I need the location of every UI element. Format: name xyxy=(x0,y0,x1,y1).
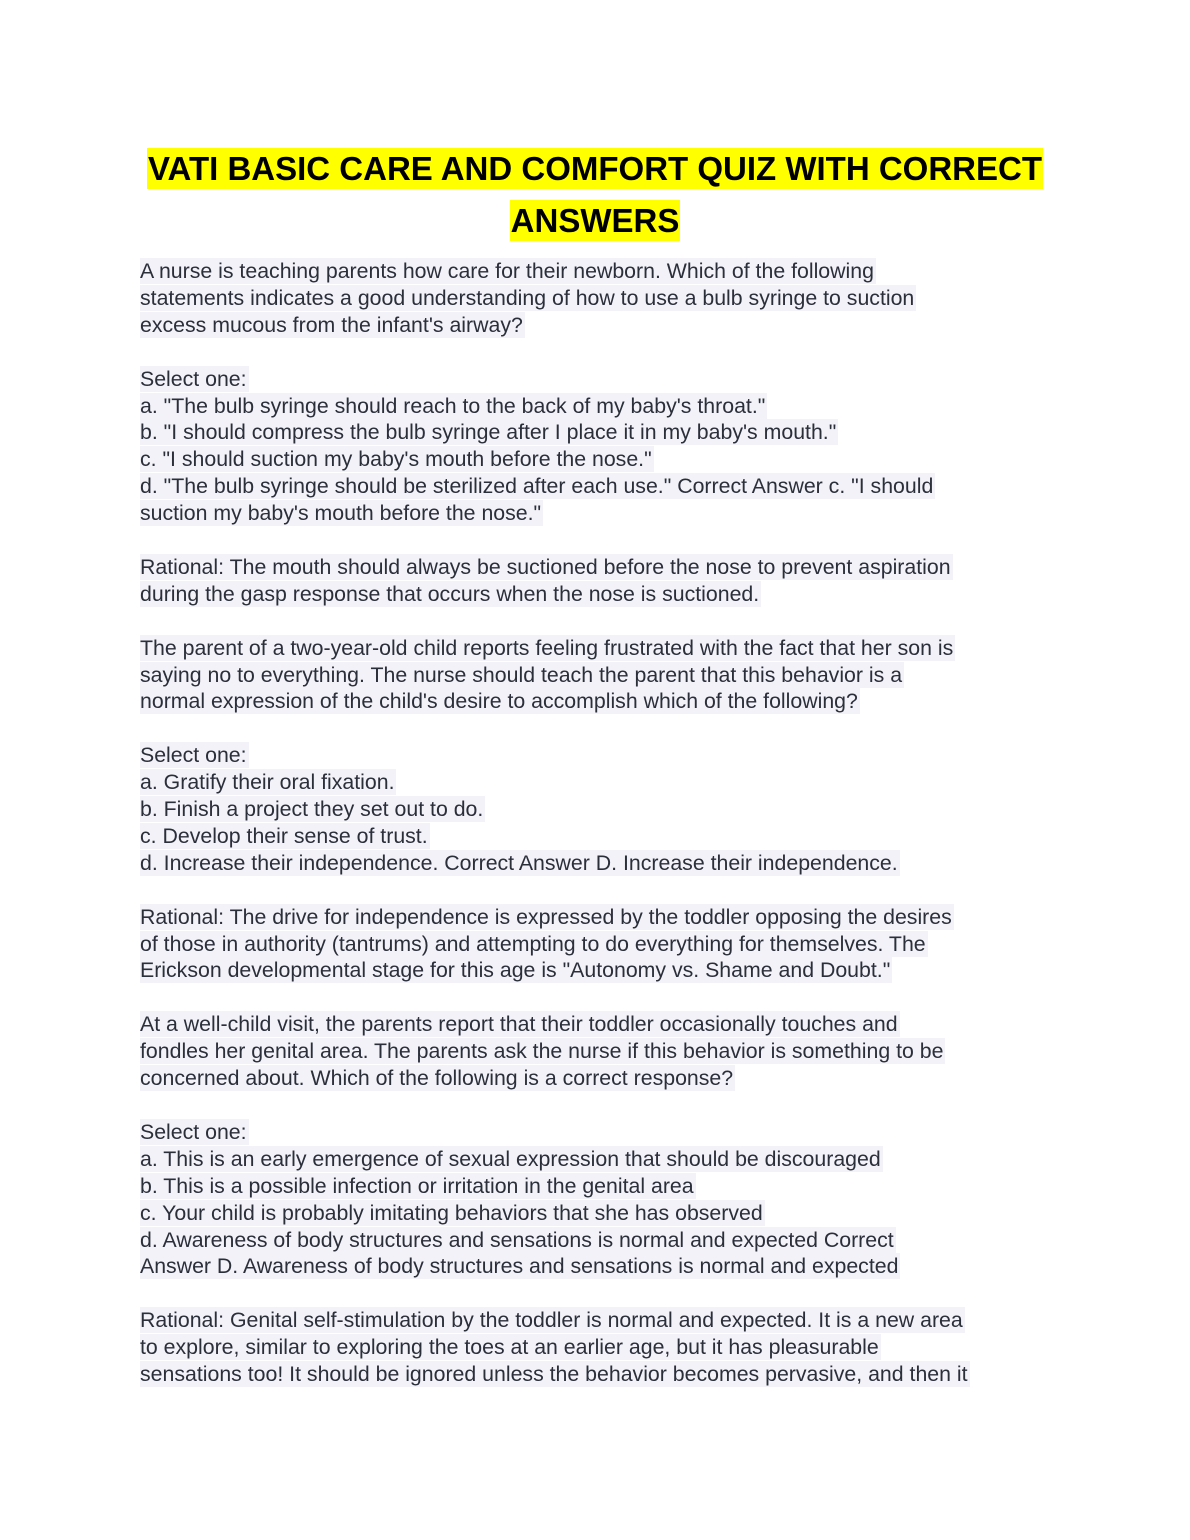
text-line-content: d. Increase their independence. Correct Answer D. Increase their independence. xyxy=(140,850,898,875)
paragraph xyxy=(140,1119,1060,1280)
text-line-content: Select one: xyxy=(140,1119,247,1144)
text-line xyxy=(140,1307,1060,1334)
paragraph xyxy=(140,366,1060,527)
paragraph xyxy=(140,904,1060,985)
text-line-content: excess mucous from the infant's airway? xyxy=(140,312,523,337)
text-line-content: a. "The bulb syringe should reach to the back of my baby's throat." xyxy=(140,393,766,418)
paragraph xyxy=(140,1307,1060,1388)
text-line-content: Rational: The mouth should always be suctioned before the nose to prevent aspiration xyxy=(140,554,951,579)
text-line xyxy=(140,957,1060,984)
text-line-content: b. Finish a project they set out to do. xyxy=(140,797,484,822)
text-line xyxy=(140,366,1060,393)
text-line-content: Erickson developmental stage for this age is "Autonomy vs. Shame and Doubt." xyxy=(140,958,891,983)
text-line xyxy=(140,312,1060,339)
text-line-content: d. Awareness of body structures and sensations is normal and expected Correct xyxy=(140,1227,894,1252)
text-line-content: At a well-child visit, the parents report that their toddler occasionally touches and xyxy=(140,1012,898,1037)
title-line-1: VATI BASIC CARE AND COMFORT QUIZ WITH CORRECT xyxy=(148,150,1042,187)
text-line-content: normal expression of the child's desire to accomplish which of the following? xyxy=(140,689,858,714)
text-line xyxy=(140,850,1060,877)
text-line xyxy=(140,500,1060,527)
text-line xyxy=(140,258,1060,285)
text-line-content: d. "The bulb syringe should be sterilized after each use." Correct Answer c. "I should xyxy=(140,474,934,499)
text-line-content: a. Gratify their oral fixation. xyxy=(140,770,395,795)
text-line xyxy=(140,1334,1060,1361)
paragraph xyxy=(140,635,1060,716)
text-line-content: b. "I should compress the bulb syringe after I place it in my baby's mouth." xyxy=(140,420,837,445)
document-body xyxy=(140,258,1060,1415)
text-line xyxy=(140,473,1060,500)
text-line-content: Select one: xyxy=(140,366,247,391)
text-line-content: Rational: Genital self-stimulation by the toddler is normal and expected. It is a new area xyxy=(140,1308,963,1333)
text-line xyxy=(140,742,1060,769)
paragraph xyxy=(140,258,1060,339)
text-line-content: Select one: xyxy=(140,743,247,768)
text-line-content: suction my baby's mouth before the nose." xyxy=(140,501,542,526)
text-line xyxy=(140,635,1060,662)
text-line xyxy=(140,1119,1060,1146)
text-line xyxy=(140,1253,1060,1280)
text-line xyxy=(140,769,1060,796)
text-line-content: Answer D. Awareness of body structures and sensations is normal and expected xyxy=(140,1254,899,1279)
text-line-content: The parent of a two-year-old child reports feeling frustrated with the fact that her son is xyxy=(140,635,954,660)
text-line-content: statements indicates a good understanding of how to use a bulb syringe to suction xyxy=(140,285,915,310)
text-line xyxy=(140,1361,1060,1388)
text-line xyxy=(140,688,1060,715)
text-line-content: c. Your child is probably imitating behaviors that she has observed xyxy=(140,1200,763,1225)
text-line-content: of those in authority (tantrums) and attempting to do everything for themselves. The xyxy=(140,931,926,956)
text-line xyxy=(140,823,1060,850)
text-line xyxy=(140,446,1060,473)
text-line-content: c. "I should suction my baby's mouth before the nose." xyxy=(140,447,652,472)
text-line-content: fondles her genital area. The parents ask the nurse if this behavior is something to be xyxy=(140,1039,944,1064)
text-line-content: b. This is a possible infection or irritation in the genital area xyxy=(140,1173,694,1198)
text-line xyxy=(140,1038,1060,1065)
text-line xyxy=(140,1146,1060,1173)
text-line-content: Rational: The drive for independence is expressed by the toddler opposing the desires xyxy=(140,904,952,929)
text-line-content: sensations too! It should be ignored unless the behavior becomes pervasive, and then it xyxy=(140,1362,968,1387)
document-title xyxy=(0,143,1190,247)
paragraph xyxy=(140,554,1060,608)
text-line xyxy=(140,904,1060,931)
text-line xyxy=(140,1011,1060,1038)
text-line-content: during the gasp response that occurs when the nose is suctioned. xyxy=(140,581,760,606)
text-line xyxy=(140,1200,1060,1227)
text-line-content: a. This is an early emergence of sexual expression that should be discouraged xyxy=(140,1146,881,1171)
text-line xyxy=(140,931,1060,958)
text-line xyxy=(140,1065,1060,1092)
text-line xyxy=(140,419,1060,446)
text-line xyxy=(140,796,1060,823)
paragraph xyxy=(140,1011,1060,1092)
text-line-content: to explore, similar to exploring the toes at an earlier age, but it has pleasurable xyxy=(140,1335,879,1360)
text-line-content: concerned about. Which of the following is a correct response? xyxy=(140,1066,734,1091)
text-line xyxy=(140,1173,1060,1200)
text-line xyxy=(140,1227,1060,1254)
text-line xyxy=(140,393,1060,420)
text-line xyxy=(140,554,1060,581)
text-line-content: c. Develop their sense of trust. xyxy=(140,823,428,848)
text-line-content: A nurse is teaching parents how care for their newborn. Which of the following xyxy=(140,259,874,283)
text-line xyxy=(140,581,1060,608)
text-line xyxy=(140,285,1060,312)
paragraph xyxy=(140,742,1060,877)
title-line-2: ANSWERS xyxy=(510,202,680,239)
text-line-content: saying no to everything. The nurse should teach the parent that this behavior is a xyxy=(140,662,903,687)
text-line xyxy=(140,662,1060,689)
